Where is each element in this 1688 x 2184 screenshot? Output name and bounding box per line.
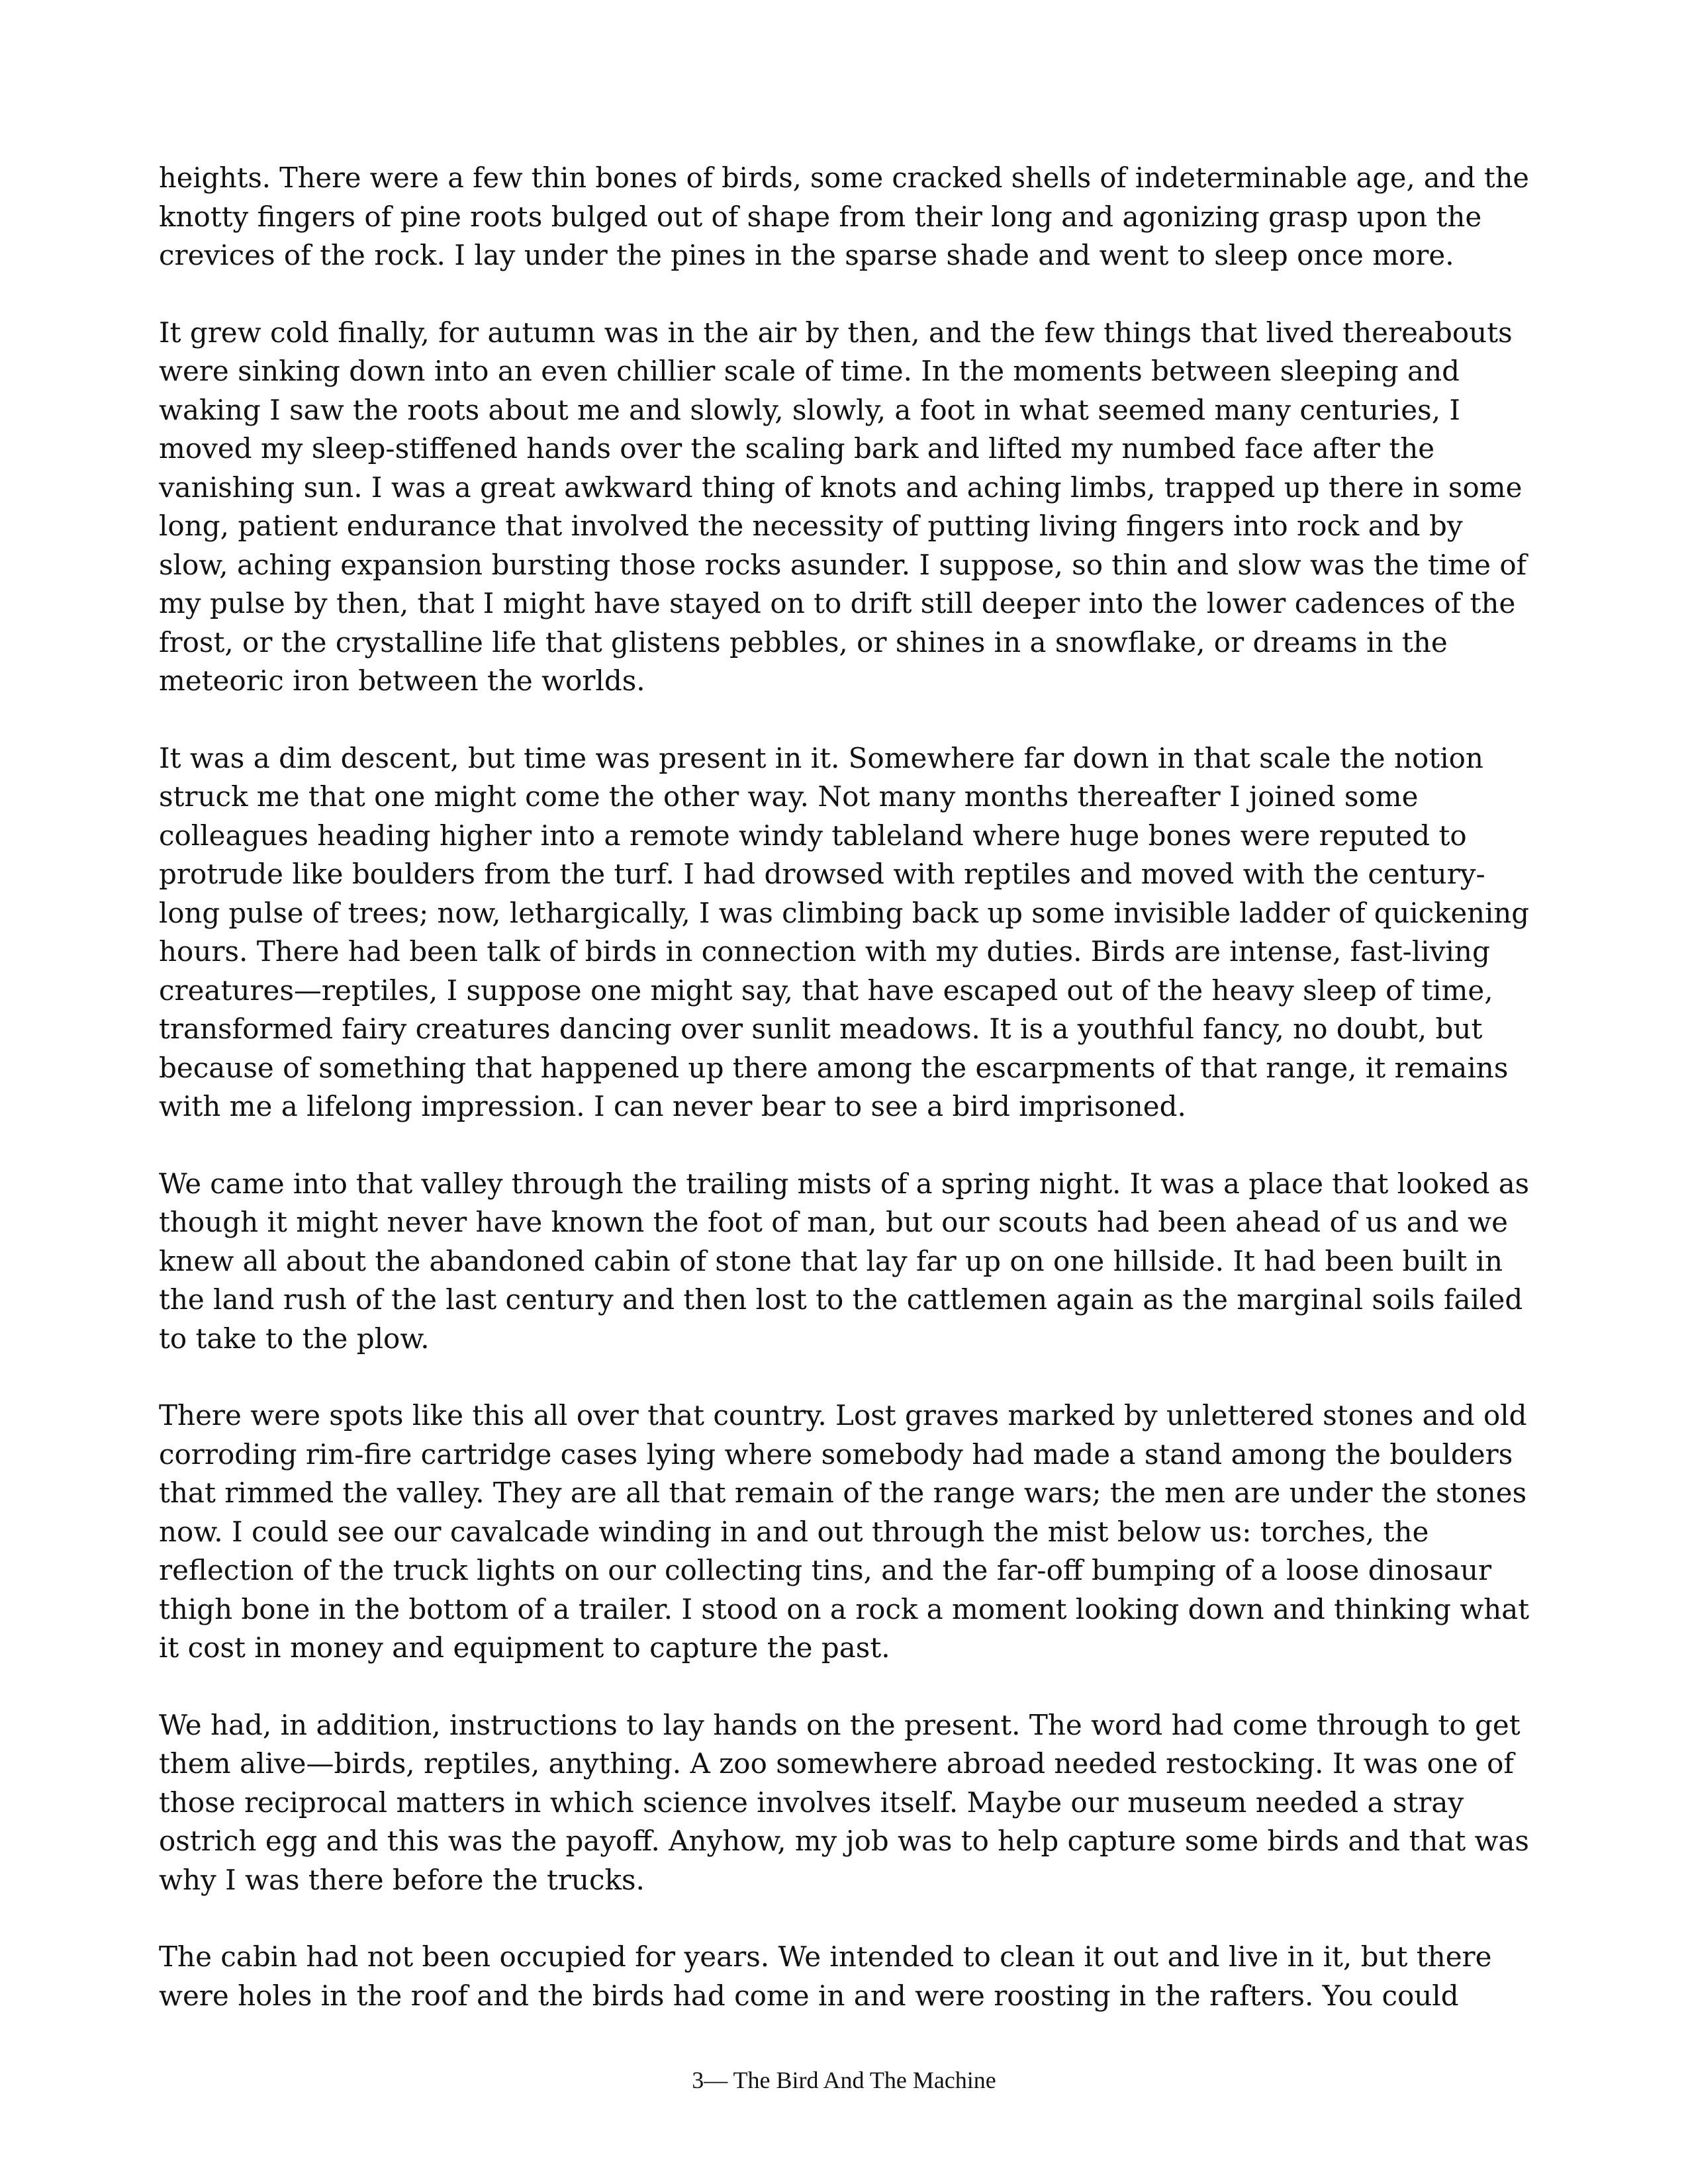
text-line: knew all about the abandoned cabin of stone that lay far up on one hillside. It had been built in [159, 1244, 1503, 1277]
text-line: were sinking down into an even chillier scale of time. In the moments between sleeping and [159, 355, 1460, 387]
text-line: meteoric iron between the worlds. [159, 664, 645, 697]
text-line: the land rush of the last century and then lost to the cattlemen again as the marginal soils failed [159, 1283, 1523, 1316]
text-line: It grew cold finally, for autumn was in the air by then, and the few things that lived thereabouts [159, 316, 1513, 349]
text-line: it cost in money and equipment to capture the past. [159, 1631, 890, 1664]
paragraph [159, 159, 1529, 275]
paragraph [159, 314, 1529, 701]
text-line: heights. There were a few thin bones of birds, some cracked shells of indeterminable age, and the [159, 161, 1529, 194]
text-line: long pulse of trees; now, lethargically, I was climbing back up some invisible ladder of quickening [159, 896, 1530, 929]
text-line: We came into that valley through the trailing mists of a spring night. It was a place that looked as [159, 1167, 1530, 1200]
paragraph [159, 739, 1529, 1126]
text-line: crevices of the rock. I lay under the pines in the sparse shade and went to sleep once more. [159, 239, 1454, 271]
text-line: hours. There had been talk of birds in connection with my duties. Birds are intense, fast-living [159, 935, 1490, 968]
paragraph [159, 1165, 1529, 1359]
text-line: why I was there before the trucks. [159, 1863, 645, 1896]
document-body [159, 159, 1529, 2054]
text-line: reflection of the truck lights on our collecting tins, and the far-off bumping of a loose dinosaur [159, 1554, 1492, 1586]
text-line: corroding rim-fire cartridge cases lying where somebody had made a stand among the boulders [159, 1437, 1513, 1471]
text-line: vanishing sun. I was a great awkward thing of knots and aching limbs, trapped up there in some [159, 471, 1523, 504]
text-line: long, patient endurance that involved the necessity of putting living fingers into rock and by [159, 510, 1463, 542]
text-line: transformed fairy creatures dancing over sunlit meadows. It is a youthful fancy, no doubt, but [159, 1013, 1483, 1045]
text-line: my pulse by then, that I might have stayed on to drift still deeper into the lower cadences of the [159, 587, 1516, 619]
paragraph [159, 1938, 1529, 2015]
text-line: The cabin had not been occupied for years. We intended to clean it out and live in it, but there [159, 1940, 1492, 1973]
text-line: to take to the plow. [159, 1322, 430, 1355]
text-line: protrude like boulders from the turf. I had drowsed with reptiles and moved with the century- [159, 858, 1485, 890]
text-line: colleagues heading higher into a remote windy tableland where huge bones were reputed to [159, 819, 1467, 852]
text-line: moved my sleep-stiffened hands over the scaling bark and lifted my numbed face after the [159, 432, 1435, 465]
text-line: It was a dim descent, but time was present in it. Somewhere far down in that scale the notion [159, 741, 1483, 774]
text-line: slow, aching expansion bursting those rocks asunder. I suppose, so thin and slow was the time of [159, 548, 1527, 581]
text-line: because of something that happened up there among the escarpments of that range, it remains [159, 1051, 1509, 1084]
text-line: were holes in the roof and the birds had come in and were roosting in the rafters. You could [159, 1979, 1459, 2012]
text-line: that rimmed the valley. They are all that remain of the range wars; the men are under the stones [159, 1477, 1527, 1509]
text-line: waking I saw the roots about me and slowly, slowly, a foot in what seemed many centuries, I [159, 393, 1461, 426]
text-line: frost, or the crystalline life that glistens pebbles, or shines in a snowflake, or dreams in the [159, 625, 1448, 659]
page-footer: 3— The Bird And The Machine [692, 2067, 996, 2093]
text-line: ostrich egg and this was the payoff. Anyhow, my job was to help capture some birds and that was [159, 1825, 1529, 1857]
text-line: those reciprocal matters in which science involves itself. Maybe our museum needed a stray [159, 1786, 1464, 1819]
text-line: There were spots like this all over that country. Lost graves marked by unlettered stones and old [159, 1399, 1527, 1432]
text-line: knotty fingers of pine roots bulged out of shape from their long and agonizing grasp upon the [159, 200, 1482, 233]
paragraph [159, 1396, 1529, 1668]
text-line: though it might never have known the foot of man, but our scouts had been ahead of us and we [159, 1206, 1508, 1238]
text-line: with me a lifelong impression. I can never bear to see a bird imprisoned. [159, 1090, 1186, 1122]
text-line: We had, in addition, instructions to lay hands on the present. The word had come through to get [159, 1708, 1521, 1741]
paragraph [159, 1706, 1529, 1900]
text-line: thigh bone in the bottom of a trailer. I stood on a rock a moment looking down and thinking what [159, 1592, 1530, 1625]
text-line: now. I could see our cavalcade winding in and out through the mist below us: torches, the [159, 1515, 1429, 1548]
text-line: struck me that one might come the other way. Not many months thereafter I joined some [159, 780, 1419, 813]
text-line: creatures—reptiles, I suppose one might say, that have escaped out of the heavy sleep of time, [159, 974, 1493, 1007]
text-line: them alive—birds, reptiles, anything. A zoo somewhere abroad needed restocking. It was one of [159, 1747, 1514, 1780]
